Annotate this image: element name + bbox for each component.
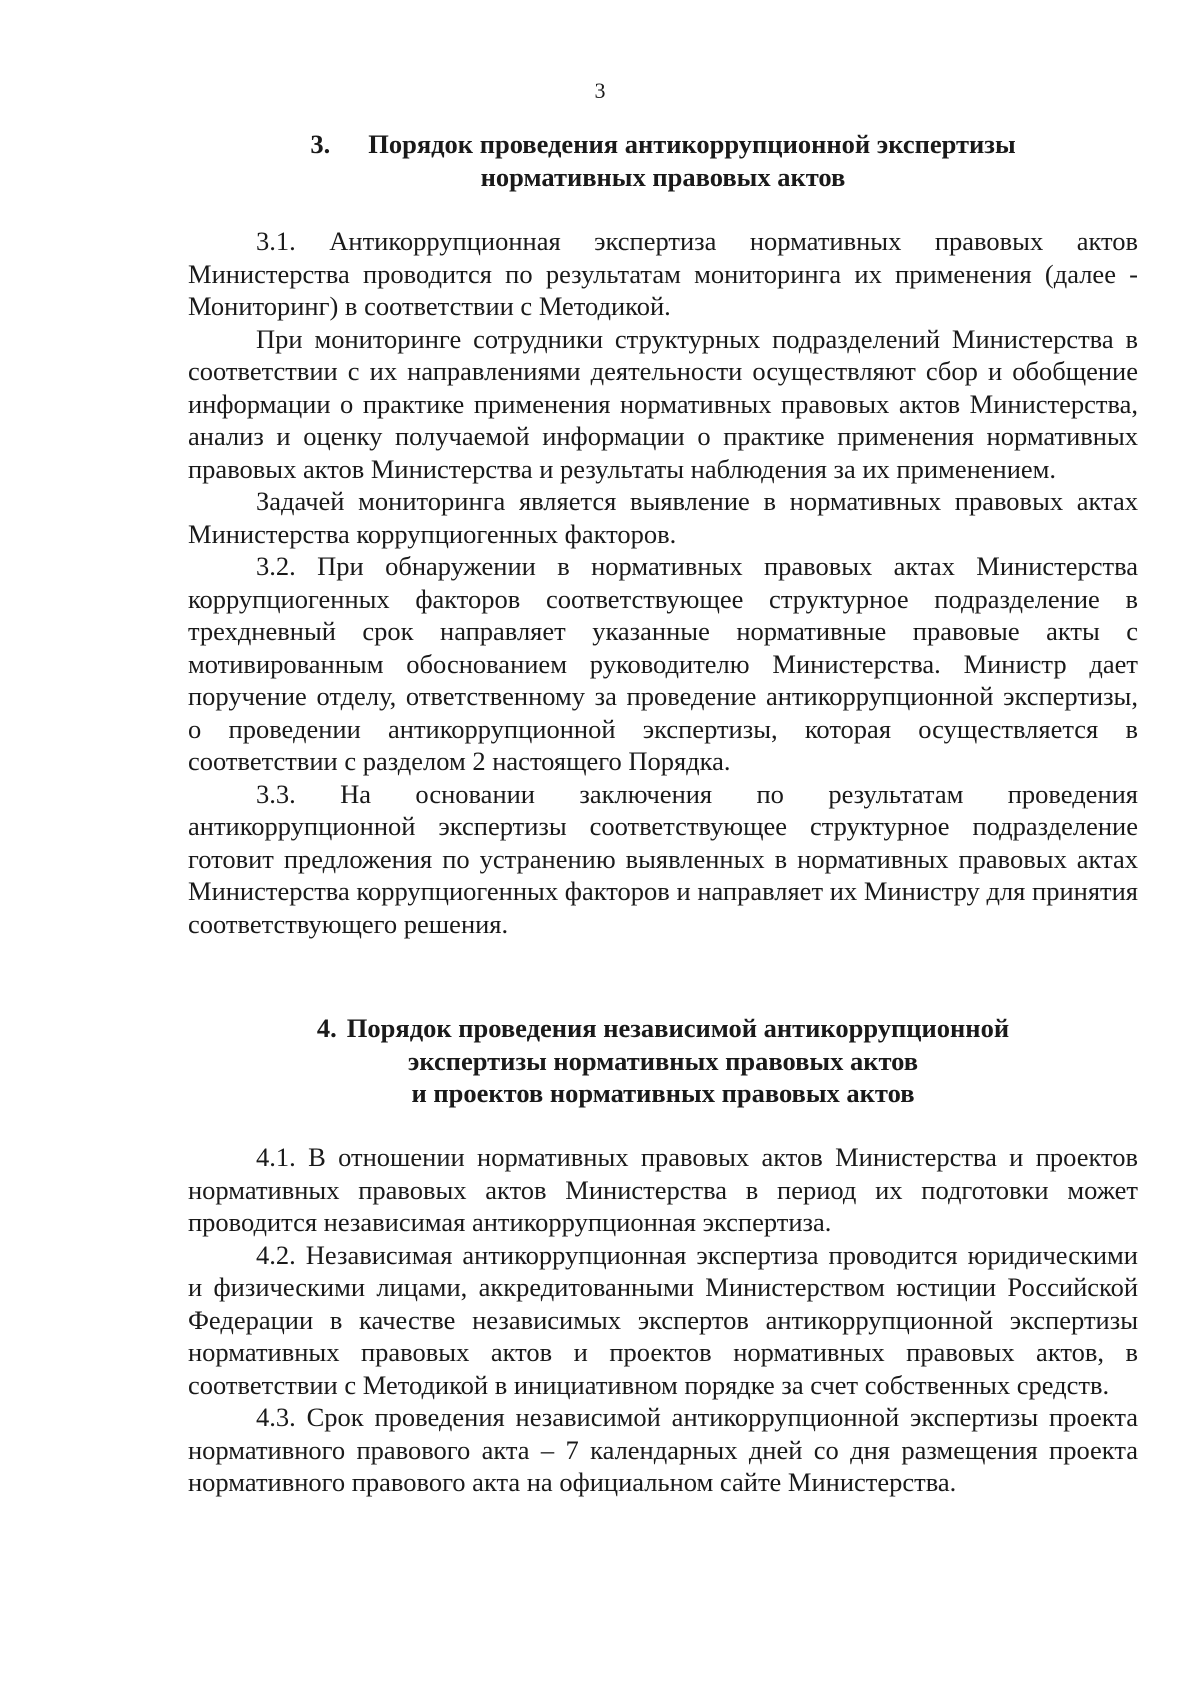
section-3-heading-line1 [188, 128, 1138, 161]
section-3-body [188, 225, 1138, 940]
section-3-title-line1: Порядок проведения антикоррупционной экспертизы [368, 129, 1016, 159]
section-3-heading [188, 128, 1138, 193]
section-4-title-line1: Порядок проведения независимой антикоррупционной [346, 1013, 1010, 1043]
section-4-title-line3: и проектов нормативных правовых актов [411, 1078, 915, 1108]
paragraph-3-2: 3.2. При обнаружении в нормативных правовых актах Министерства коррупциогенных факторов соответствующее структурное подразделение в трехдневный срок направляет указанные нормативные правовые акты с мотивированным обоснованием руководителю Министерства. Министр дает поручение отделу, ответственному за проведение антикоррупционной экспертизы, о проведении антикоррупционной экспертизы, которая осуществляется в соответствии с разделом 2 настоящего Порядка. [188, 551, 1138, 776]
section-4-title-line2: экспертизы нормативных правовых актов [407, 1045, 919, 1076]
paragraph-3-3: 3.3. На основании заключения по результатам проведения антикоррупционной экспертизы соответствующее структурное подразделение готовит предложения по устранению выявленных в нормативных правовых актах Министерства коррупциогенных факторов и направляет их Министру для принятия соответствующего решения. [188, 778, 1138, 939]
paragraph-3-1-monitoring: При мониторинге сотрудники структурных подразделений Министерства в соответствии с их направлениями деятельности осуществляют сбор и обобщение информации о практике применения нормативных правовых актов Министерства, анализ и оценку получаемой информации о практике применения нормативных правовых актов Министерства и результаты наблюдения за их применением. [188, 323, 1138, 484]
page-number: 3 [594, 78, 606, 103]
paragraph-4-2: 4.2. Независимая антикоррупционная экспертиза проводится юридическими и физическими лицами, аккредитованными Министерством юстиции Российской Федерации в качестве независимых экспертов антикоррупционной экспертизы нормативных правовых актов и проектов нормативных правовых актов, в соответствии с Методикой в инициативном порядке за счет собственных средств. [188, 1239, 1138, 1400]
paragraph-3-1: 3.1. Антикоррупционная экспертиза нормативных правовых актов Министерства проводится по результатам мониторинга их применения (далее - Мониторинг) в соответствии с Методикой. [188, 226, 1138, 321]
section-4-body [188, 1141, 1138, 1499]
section-3-title-line2: нормативных правовых актов [480, 161, 846, 192]
paragraph-4-3: 4.3. Срок проведения независимой антикоррупционной экспертизы проекта нормативного правового акта – 7 календарных дней со дня размещения проекта нормативного правового акта на официальном сайте Министерства. [188, 1402, 1138, 1497]
section-4-heading-line1 [188, 1012, 1138, 1045]
section-4-number: 4. [316, 1013, 337, 1043]
paragraph-4-1: 4.1. В отношении нормативных правовых актов Министерства и проектов нормативных правовых актов Министерства в период их подготовки может проводится независимая антикоррупционная экспертиза. [188, 1142, 1138, 1237]
section-3-number: 3. [310, 129, 331, 159]
paragraph-3-1-task: Задачей мониторинга является выявление в нормативных правовых актах Министерства коррупциогенных факторов. [188, 486, 1138, 549]
section-4-heading [188, 1012, 1138, 1110]
